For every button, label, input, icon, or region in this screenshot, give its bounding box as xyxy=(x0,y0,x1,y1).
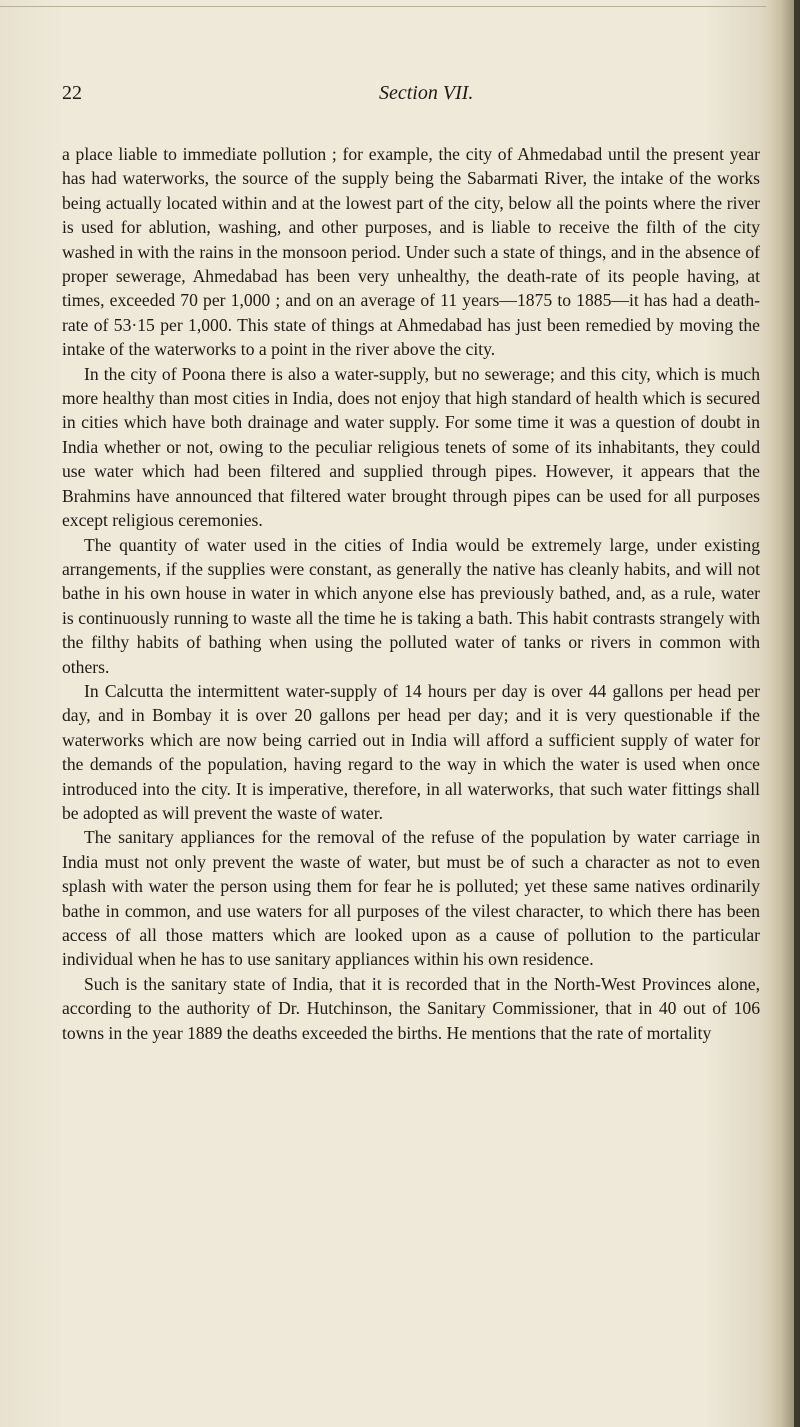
page-header xyxy=(62,82,762,112)
paragraph-calcutta: In Calcutta the intermittent water-supply of 14 hours per day is over 44 gallons per head per day, and in Bombay it is over 20 gallons per head per day; and it is very questionable if the waterworks which are now being carried out in India will afford a sufficient supply of water for the demands of the population, having regard to the way in which the water is used when once introduced into the city. It is imperative, therefore, in all waterworks, that such water fittings shall be adopted as will prevent the waste of water. xyxy=(62,680,760,823)
body-text xyxy=(62,142,760,1045)
paragraph-ahmedabad: a place liable to immediate pollution ; for example, the city of Ahmedabad until the present year has had waterworks, the source of the supply being the Sabarmati River, the intake of the works being actually located within and at the lowest part of the city, below all the points where the river is used for ablution, washing, and other purposes, and is liable to receive the filth of the city washed in with the rains in the monsoon period. Under such a state of things, and in the absence of proper sewerage, Ahmedabad has been very unhealthy, the death-rate of its people having, at times, exceeded 70 per 1,000 ; and on an average of 11 years—1875 to 1885—it has had a death-rate of 53·15 per 1,000. This state of things at Ahmedabad has just been remedied by moving the intake of the waterworks to a point in the river above the city. xyxy=(62,144,760,360)
section-title: Section VII. xyxy=(379,82,474,104)
page-number: 22 xyxy=(62,82,82,104)
paragraph-sanitary-appliances: The sanitary appliances for the removal of the refuse of the population by water carriage in India must not only prevent the waste of water, but must be of such a character as not to even splash with water the person using them for fear he is polluted; yet these same natives ordinarily bathe in common, and use waters for all purposes of the vilest character, to which there has been access of all those matters which are looked upon as a cause of pollution to the particular individual when he has to use sanitary appliances within his own residence. xyxy=(62,827,760,970)
paragraph-north-west-provinces: Such is the sanitary state of India, that it is recorded that in the North-West Provinces alone, according to the authority of Dr. Hutchinson, the Sanitary Commissioner, that in 40 out of 106 towns in the year 1889 the deaths exceeded the births. He mentions that the rate of mortality xyxy=(62,973,760,1043)
paragraph-water-quantity: The quantity of water used in the cities of India would be extremely large, under existing arrangements, if the supplies were constant, as generally the native has cleanly habits, and will not bathe in his own house in water in which anyone else has previously bathed, and, as a rule, water is continuously running to waste all the time he is taking a bath. This habit contrasts strangely with the filthy habits of bathing when using the polluted water of tanks or rivers in common with others. xyxy=(62,534,760,677)
binding-shadow xyxy=(794,0,800,1427)
page-edge xyxy=(766,0,800,1427)
top-rule xyxy=(0,6,770,7)
paragraph-poona: In the city of Poona there is also a water-supply, but no sewerage; and this city, which is much more healthy than most cities in India, does not enjoy that high standard of health which is secured in cities which have both drainage and water supply. For some time it was a question of doubt in India whether or not, owing to the peculiar religious tenets of some of its inhabitants, they could use water which had been filtered and supplied through pipes. However, it appears that the Brahmins have announced that filtered water brought through pipes can be used for all purposes except religious ceremonies. xyxy=(62,363,760,531)
